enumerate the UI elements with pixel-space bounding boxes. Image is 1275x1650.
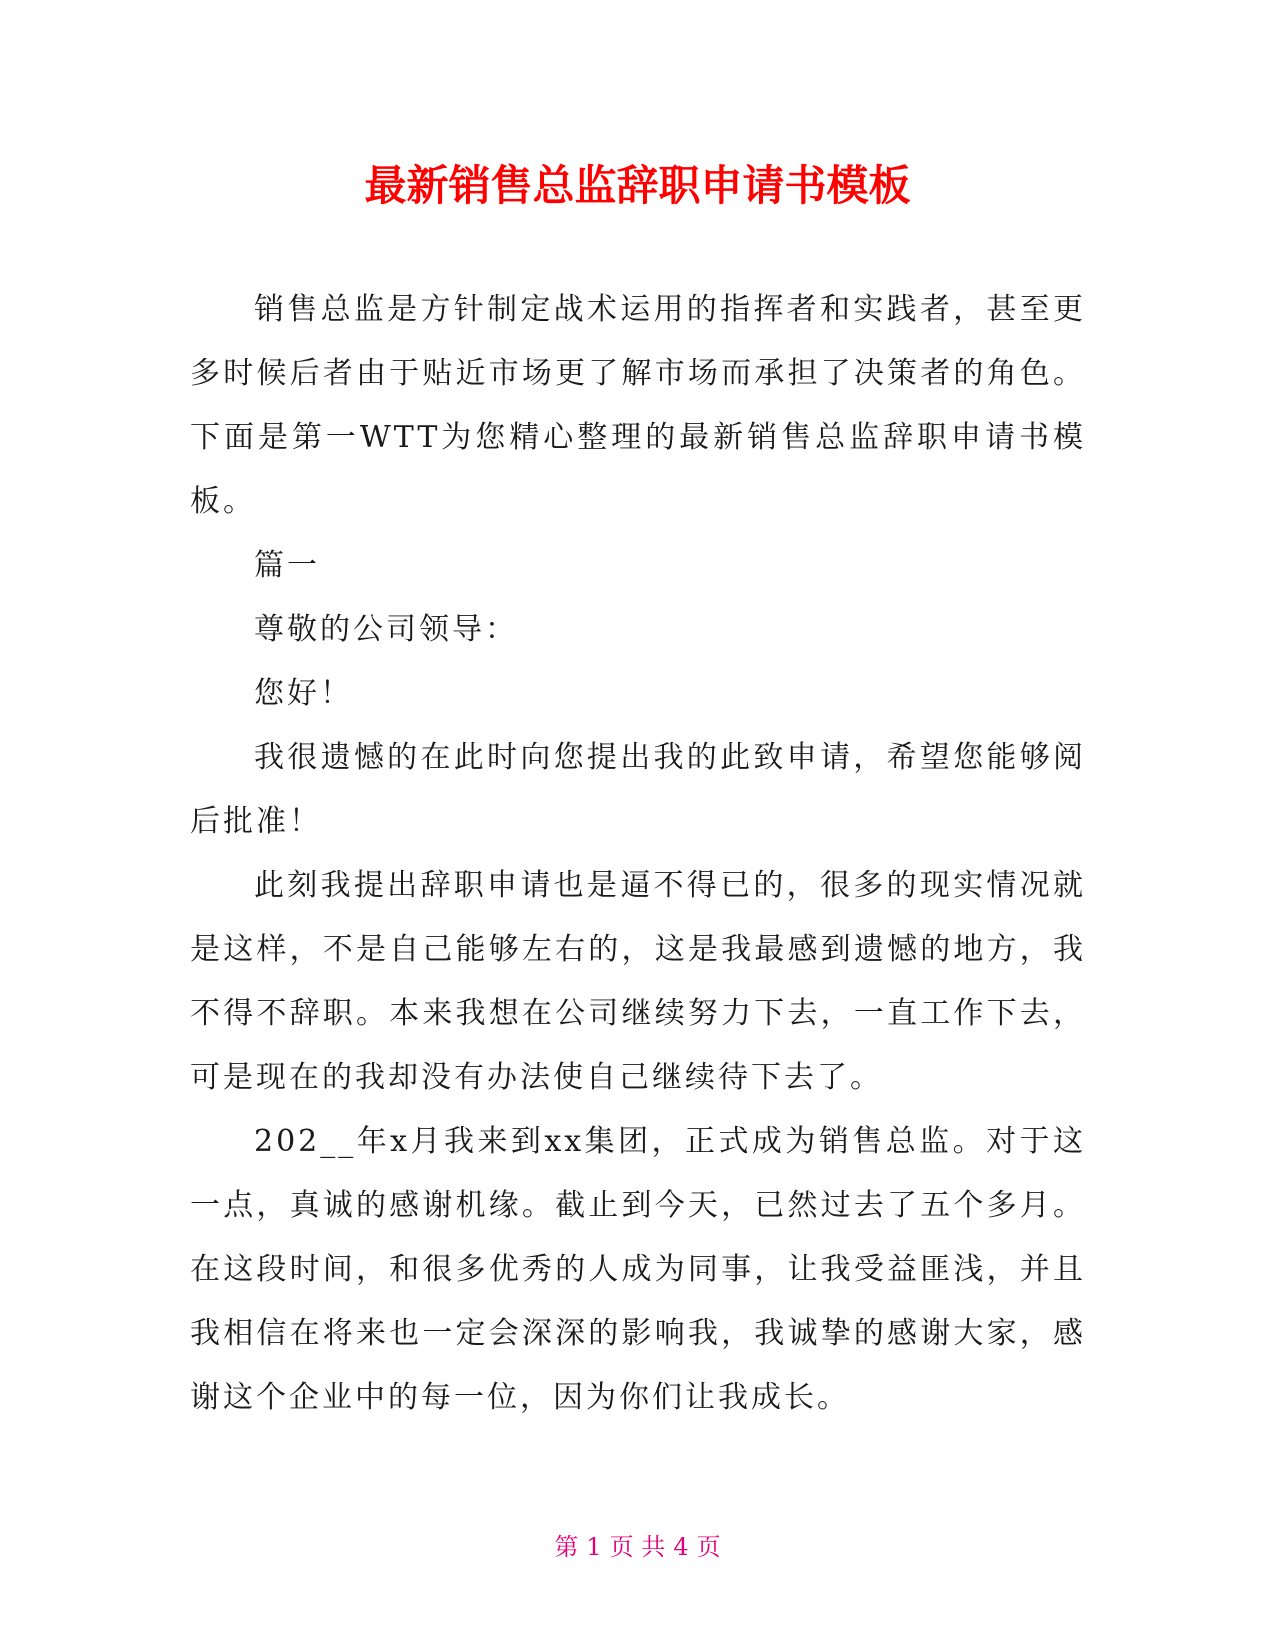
- paragraph-greeting: 您好！: [254, 676, 353, 711]
- paragraph-intro: 销售总监是方针制定战术运用的指挥者和实践者，甚至更多时候后者由于贴近市场更了解市场而承担了决策者的角色。下面是第一WTT为您精心整理的最新销售总监辞职申请书模板。: [190, 292, 1086, 519]
- paragraph-salutation: 尊敬的公司领导：: [254, 612, 518, 647]
- footer-total-pages: 4: [673, 1533, 689, 1561]
- paragraph-request: 我很遗憾的在此时向您提出我的此致申请，希望您能够阅后批准！: [190, 740, 1086, 839]
- document-title: 最新销售总监辞职申请书模板: [364, 161, 911, 210]
- document-body: [190, 278, 1086, 1430]
- footer-middle: 页 共: [609, 1533, 666, 1561]
- footer-current-page: 1: [586, 1533, 602, 1561]
- paragraph-thanks: 202__年x月我来到xx集团，正式成为销售总监。对于这一点，真诚的感谢机缘。截止到今天，已然过去了五个多月。在这段时间，和很多优秀的人成为同事，让我受益匪浅，并且我相信在将来也一定会深深的影响我，我诚挚的感谢大家，感谢这个企业中的每一位，因为你们让我成长。: [190, 1124, 1086, 1415]
- page-footer: [0, 1532, 1275, 1562]
- paragraph-section-heading: 篇一: [254, 548, 320, 583]
- footer-suffix: 页: [696, 1533, 721, 1561]
- footer-prefix: 第: [554, 1533, 579, 1561]
- paragraph-reason: 此刻我提出辞职申请也是逼不得已的，很多的现实情况就是这样，不是自己能够左右的，这是我最感到遗憾的地方，我不得不辞职。本来我想在公司继续努力下去，一直工作下去，可是现在的我却没有办法使自己继续待下去了。: [190, 868, 1086, 1095]
